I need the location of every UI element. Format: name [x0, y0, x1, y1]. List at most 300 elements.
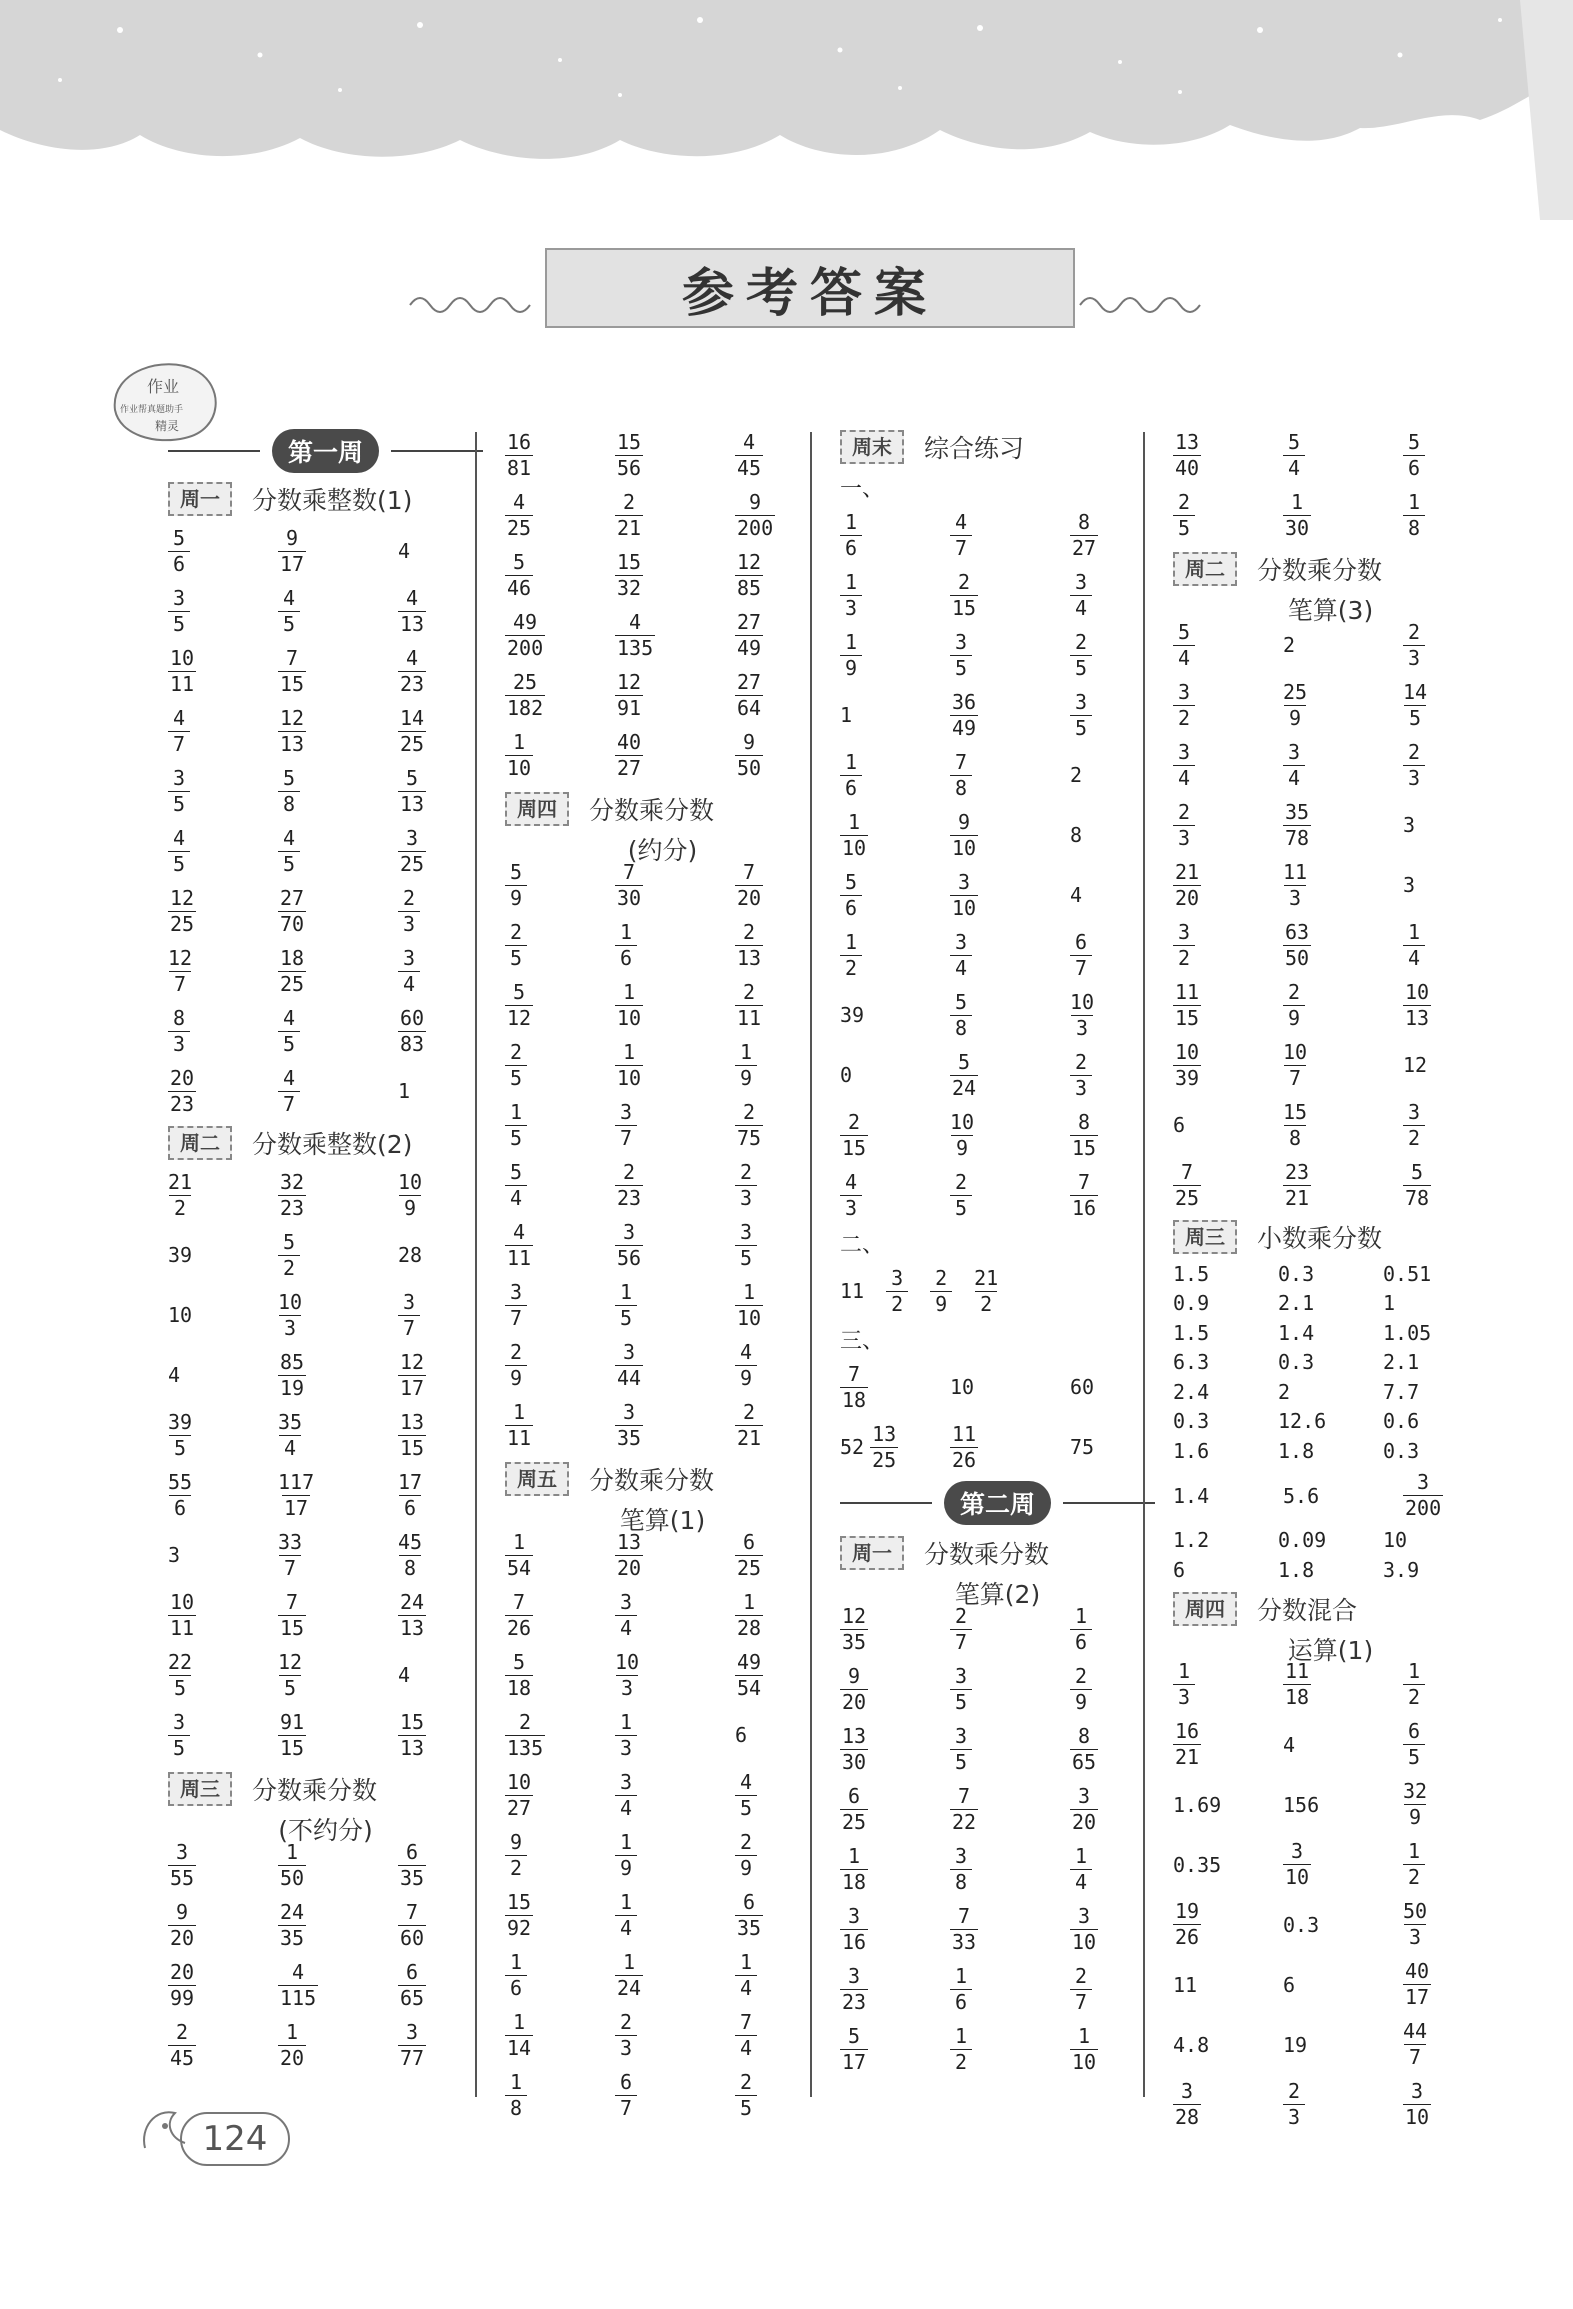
fraction	[1283, 2079, 1305, 2130]
numerator: 2	[1074, 629, 1088, 654]
answer-cell	[168, 1061, 248, 1121]
fraction	[735, 670, 763, 721]
denominator: 26	[952, 1447, 977, 1472]
answer-row	[168, 641, 483, 701]
fraction	[398, 1530, 422, 1581]
fraction	[735, 1340, 757, 1391]
answer-cell	[168, 1645, 248, 1705]
denominator: 8	[278, 791, 300, 817]
answer-cell	[168, 941, 248, 1001]
numerator: 45	[398, 1529, 423, 1554]
numerator: 5	[1177, 619, 1191, 644]
answer-cell	[735, 915, 815, 975]
fraction	[1403, 430, 1425, 481]
fraction	[278, 1530, 302, 1581]
numerator: 9	[958, 809, 971, 834]
answer-cell	[950, 805, 1030, 865]
numerator: 13	[872, 1421, 897, 1446]
answer-row	[505, 1585, 820, 1645]
answer-cell	[615, 1585, 695, 1645]
denominator: 4	[1283, 455, 1305, 481]
page-number: 124	[180, 2112, 290, 2166]
fraction	[1173, 980, 1201, 1031]
denominator: 81	[507, 455, 532, 480]
answer-cell	[840, 1779, 920, 1839]
denominator: 24	[617, 1975, 642, 2000]
fraction	[398, 1006, 426, 1057]
numerator: 1	[1407, 1659, 1421, 1683]
numerator: 4	[844, 1169, 858, 1194]
answer-value: 4	[398, 1663, 411, 1687]
answer-cell	[735, 1825, 815, 1885]
answer-cell	[398, 1405, 478, 1465]
fraction	[840, 930, 862, 981]
answer-cell	[735, 975, 815, 1035]
denominator: 5	[168, 851, 190, 877]
answer-cell	[735, 545, 815, 605]
answer-cell	[1283, 1095, 1363, 1155]
answer-row	[1173, 1259, 1488, 1289]
fraction	[1070, 1050, 1092, 1101]
fraction	[398, 1710, 426, 1761]
fraction	[735, 1890, 763, 1941]
fraction	[1283, 1040, 1307, 1091]
answer-row	[1173, 1466, 1488, 1526]
fraction	[505, 1890, 533, 1941]
denominator: 8	[1284, 1125, 1306, 1151]
answer-value: 2	[1070, 763, 1083, 787]
fraction	[1173, 1659, 1195, 1710]
numerator: 13	[1175, 429, 1200, 454]
numerator: 1	[844, 629, 858, 654]
numerator: 3	[891, 1265, 904, 1290]
denominator: 2	[1173, 705, 1195, 731]
answer-cell	[1403, 615, 1483, 675]
answer-cell	[168, 701, 248, 761]
numerator: 3	[1287, 739, 1301, 764]
answer-cell	[1070, 625, 1150, 685]
numerator: 1	[954, 2023, 968, 2048]
answer-row	[1173, 1895, 1488, 1955]
fraction	[615, 1340, 643, 1391]
answer-cell	[398, 1585, 478, 1645]
denominator: 2	[950, 2049, 972, 2075]
numerator: 3	[623, 1399, 636, 1424]
answer-row	[168, 1835, 483, 1895]
denominator: 60	[400, 1925, 425, 1950]
numerator: 20	[170, 1959, 195, 1984]
numerator: 27	[737, 669, 762, 694]
numerator: 1	[623, 979, 636, 1004]
fraction	[1070, 1844, 1092, 1895]
answer-cell: 0.3	[1278, 1261, 1315, 1286]
denominator: 18	[507, 1675, 532, 1700]
denominator: 12	[507, 1005, 532, 1030]
numerator: 5	[848, 2023, 861, 2048]
fraction	[1070, 630, 1092, 681]
numerator: 1	[844, 749, 858, 774]
answer-cell	[735, 1215, 815, 1275]
numerator: 4	[743, 429, 756, 454]
fraction	[1070, 690, 1092, 741]
answer-cell: 10	[1383, 1528, 1408, 1553]
answer-cell: 1.8	[1278, 1438, 1315, 1463]
numerator: 11	[1175, 979, 1200, 1004]
answer-row	[168, 1225, 483, 1285]
fraction	[1070, 1964, 1092, 2015]
denominator: 6	[1403, 455, 1425, 481]
fraction	[950, 1604, 972, 1655]
answer-cell	[1283, 2075, 1363, 2135]
answer-row	[840, 925, 1155, 985]
column-divider	[475, 432, 477, 2097]
answer-cell	[278, 2015, 358, 2075]
section-title: 分数乘分数	[1257, 556, 1383, 585]
answer-cell	[398, 1345, 478, 1405]
answer-value: 11	[1173, 1972, 1198, 1997]
answer-cell	[1283, 855, 1363, 915]
numerator: 11	[952, 1421, 977, 1446]
answer-cell	[735, 725, 815, 785]
denominator: 200	[737, 515, 774, 540]
fraction	[735, 920, 763, 971]
numerator: 2	[1177, 489, 1191, 514]
answer-cell	[278, 1165, 358, 1225]
denominator: 3	[1173, 825, 1195, 851]
fraction	[1070, 1724, 1098, 1775]
denominator: 7	[1284, 1065, 1306, 1091]
numerator: 3	[739, 1219, 753, 1244]
denominator: 14	[507, 2035, 532, 2060]
numerator: 21	[974, 1265, 999, 1290]
answer-cell	[950, 925, 1030, 985]
denominator: 11	[170, 1615, 195, 1640]
denominator: 3	[735, 1185, 757, 1211]
numerator: 12	[170, 885, 195, 910]
answer-cell	[278, 1285, 358, 1345]
numerator: 10	[1283, 1039, 1308, 1064]
numerator: 7	[623, 859, 636, 884]
answer-cell	[840, 805, 920, 865]
answer-cell	[278, 1001, 358, 1061]
numerator: 3	[402, 1289, 416, 1314]
denominator: 3	[1403, 645, 1425, 671]
answer-cell: 0.3	[1278, 1350, 1315, 1375]
numerator: 3	[406, 2019, 419, 2044]
answer-cell	[735, 665, 815, 725]
answer-value: 75	[1070, 1435, 1095, 1459]
section-heading	[168, 477, 483, 521]
answer-cell	[615, 2065, 695, 2125]
fraction	[1403, 620, 1425, 671]
answer-cell: 0.9	[1173, 1291, 1210, 1316]
answer-cell	[398, 881, 478, 941]
answer-cell	[950, 565, 1030, 625]
numerator: 2	[1177, 799, 1191, 824]
answer-cell	[278, 1345, 358, 1405]
answer-cell	[1283, 615, 1363, 675]
answer-row	[168, 1345, 483, 1405]
section-title: 分数乘分数	[924, 1540, 1050, 1569]
answer-cell	[398, 641, 478, 701]
fraction	[840, 1170, 862, 1221]
denominator: 9	[951, 1135, 973, 1161]
answer-row	[505, 1095, 820, 1155]
week-heading	[840, 1477, 1155, 1529]
denominator: 50	[737, 755, 762, 780]
answer-cell	[1173, 1835, 1253, 1895]
week-badge: 第二周	[944, 1481, 1051, 1525]
answer-row	[1173, 2015, 1488, 2075]
answer-value: 4.8	[1173, 2032, 1210, 2057]
fraction	[840, 1604, 868, 1655]
denominator: 21	[617, 515, 642, 540]
answer-cell	[840, 1165, 920, 1225]
fraction	[1283, 430, 1305, 481]
denominator: 11	[507, 1425, 532, 1450]
numerator: 1	[513, 1529, 526, 1554]
denominator: 135	[617, 635, 654, 660]
fraction	[840, 1724, 868, 1775]
section-title: 分数乘分数	[589, 1466, 715, 1495]
numerator: 1	[1291, 489, 1304, 514]
numerator: 1	[619, 1889, 633, 1914]
numerator: 27	[737, 609, 762, 634]
answer-cell	[505, 1395, 585, 1455]
answer-row	[840, 685, 1155, 745]
answer-value: 39	[840, 1003, 865, 1027]
numerator: 5	[958, 1049, 971, 1074]
fraction	[168, 1590, 196, 1641]
answer-cell	[168, 1955, 248, 2015]
answer-value: 3	[1403, 873, 1416, 897]
fraction	[505, 2010, 533, 2061]
denominator: 21	[1175, 1745, 1200, 1769]
section-title: 综合练习	[924, 434, 1025, 463]
numerator: 3	[509, 1279, 523, 1304]
denominator: 25	[170, 911, 195, 936]
denominator: 4	[1070, 1869, 1092, 1895]
answer-column-4	[1173, 425, 1488, 2129]
answer-cell: 1.8	[1278, 1557, 1315, 1582]
answer-row	[505, 915, 820, 975]
answer-cell	[735, 605, 815, 665]
answer-cell	[950, 1105, 1030, 1165]
denominator: 21	[1285, 1185, 1310, 1210]
denominator: 200	[1405, 1496, 1442, 1520]
answer-row	[1173, 915, 1488, 975]
denominator: 9	[735, 1855, 757, 1881]
fraction	[278, 1170, 306, 1221]
answer-cell	[1070, 985, 1150, 1045]
fraction	[168, 1650, 192, 1701]
answer-row	[1173, 1835, 1488, 1895]
fraction	[950, 1784, 978, 1835]
answer-cell	[278, 1705, 358, 1765]
answer-row	[1173, 485, 1488, 545]
answer-cell	[1070, 1959, 1150, 2019]
answer-cell	[840, 1959, 920, 2019]
stamp-line3: 精灵	[155, 419, 180, 433]
denominator: 5	[1070, 655, 1092, 681]
fraction	[278, 1006, 300, 1057]
fraction	[615, 430, 643, 481]
answer-row	[1173, 615, 1488, 675]
answer-row	[168, 1465, 483, 1525]
numerator: 5	[172, 525, 186, 550]
numerator: 1	[844, 509, 858, 534]
numerator: 2	[619, 2009, 633, 2034]
answer-cell: 1.6	[1173, 1438, 1210, 1463]
numerator: 6	[406, 1959, 419, 1984]
numerator: 2	[1407, 619, 1421, 644]
denominator: 40	[1175, 455, 1200, 480]
denominator: 25	[737, 1555, 762, 1580]
denominator: 3	[1403, 765, 1425, 791]
answer-value: 19	[1283, 2032, 1308, 2057]
answer-row	[505, 2005, 820, 2065]
answer-cell	[950, 1357, 1030, 1417]
answer-cell	[950, 1659, 1030, 1719]
denominator: 6	[399, 1495, 421, 1521]
denominator: 10	[952, 835, 977, 860]
section-heading-line	[168, 1771, 483, 1807]
numerator: 2	[509, 1039, 523, 1064]
denominator: 91	[617, 695, 642, 720]
denominator: 23	[842, 1989, 867, 2014]
answer-value: 12	[1403, 1053, 1428, 1077]
section-subtitle: (约分)	[627, 836, 698, 865]
answer-cell	[1403, 795, 1483, 855]
fraction	[168, 1006, 190, 1057]
fraction	[278, 2020, 306, 2071]
denominator: 2	[840, 955, 862, 981]
answer-cell	[1173, 795, 1253, 855]
fraction	[1283, 1839, 1311, 1890]
numerator: 5	[1411, 1159, 1424, 1184]
denominator: 6	[169, 1495, 191, 1521]
denominator: 18	[1285, 1685, 1310, 1709]
denominator: 65	[400, 1985, 425, 2010]
answer-cell	[1403, 2015, 1483, 2075]
numerator: 2	[509, 919, 523, 944]
numerator: 3	[623, 1339, 636, 1364]
denominator: 8	[399, 1555, 421, 1581]
fraction	[1403, 2079, 1431, 2130]
answer-cell	[278, 821, 358, 881]
denominator: 2	[1173, 945, 1195, 971]
numerator: 1	[509, 1949, 523, 1974]
denominator: 4	[1173, 645, 1195, 671]
answer-cell	[398, 1835, 478, 1895]
denominator: 5	[1173, 515, 1195, 541]
denominator: 11	[737, 1005, 762, 1030]
fraction	[1283, 1659, 1311, 1710]
answer-cell	[505, 1215, 585, 1275]
answer-value: 0.35	[1173, 1852, 1222, 1877]
fraction	[840, 570, 862, 621]
denominator: 45	[737, 455, 762, 480]
answer-row	[505, 605, 820, 665]
fraction	[168, 1066, 196, 1117]
fraction	[398, 2020, 426, 2071]
answer-cell	[615, 1155, 695, 1215]
numerator: 6	[1074, 929, 1088, 954]
denominator: 3	[1283, 2104, 1305, 2130]
numerator: 3	[1407, 1099, 1421, 1124]
section-title: 分数乘整数(2)	[252, 1130, 413, 1159]
fraction	[398, 1960, 426, 2011]
answer-cell	[840, 1719, 920, 1779]
answer-row	[1173, 1348, 1488, 1378]
denominator: 9	[1284, 705, 1306, 731]
denominator: 23	[280, 1195, 305, 1220]
answer-cell	[840, 1839, 920, 1899]
numerator: 7	[954, 749, 968, 774]
numerator: 1	[286, 1839, 299, 1864]
day-badge: 周三	[168, 1772, 232, 1806]
answer-row	[168, 1895, 483, 1955]
answer-cell	[505, 725, 585, 785]
fraction	[950, 1724, 972, 1775]
denominator: 7	[505, 1305, 527, 1331]
answer-cell	[278, 941, 358, 1001]
numerator: 3	[619, 1099, 633, 1124]
numerator: 15	[617, 429, 642, 454]
answer-value: 28	[398, 1243, 423, 1267]
numerator: 3	[1177, 679, 1191, 704]
answer-value: 4	[1070, 883, 1083, 907]
answer-value: 6	[735, 1723, 748, 1747]
answer-cell	[1173, 2075, 1253, 2135]
fraction	[1173, 920, 1195, 971]
week-badge: 第一周	[272, 429, 379, 473]
numerator: 12	[737, 549, 762, 574]
numerator: 91	[280, 1709, 305, 1734]
fraction	[505, 1590, 533, 1641]
fraction	[950, 1110, 974, 1161]
denominator: 3	[168, 1031, 190, 1057]
answer-cell	[278, 1955, 358, 2015]
numerator: 1	[623, 1039, 636, 1064]
denominator: 13	[400, 791, 425, 816]
answer-row	[840, 1839, 1155, 1899]
fraction	[168, 526, 190, 577]
denominator: 7	[169, 971, 191, 997]
answer-column-1	[168, 425, 483, 2105]
denominator: 200	[507, 635, 544, 660]
fraction	[278, 586, 300, 637]
denominator: 27	[507, 1795, 532, 1820]
answer-cell	[735, 1155, 815, 1215]
fraction	[278, 1840, 306, 1891]
answer-cell	[615, 1945, 695, 2005]
answer-cell	[505, 1705, 585, 1765]
numerator: 1	[1074, 1843, 1088, 1868]
section-subtitle: (不约分)	[278, 1816, 373, 1845]
page-title: 参考答案	[681, 263, 938, 324]
numerator: 4	[739, 1769, 753, 1794]
numerator: 3	[172, 1709, 186, 1734]
answer-cell	[1070, 1839, 1150, 1899]
answer-value: 4	[168, 1363, 181, 1387]
answer-cell	[615, 1705, 695, 1765]
answer-cell: 3.9	[1383, 1557, 1420, 1582]
answer-cell	[1403, 735, 1483, 795]
numerator: 20	[170, 1065, 195, 1090]
answer-cell	[168, 1405, 248, 1465]
numerator: 3	[954, 929, 968, 954]
